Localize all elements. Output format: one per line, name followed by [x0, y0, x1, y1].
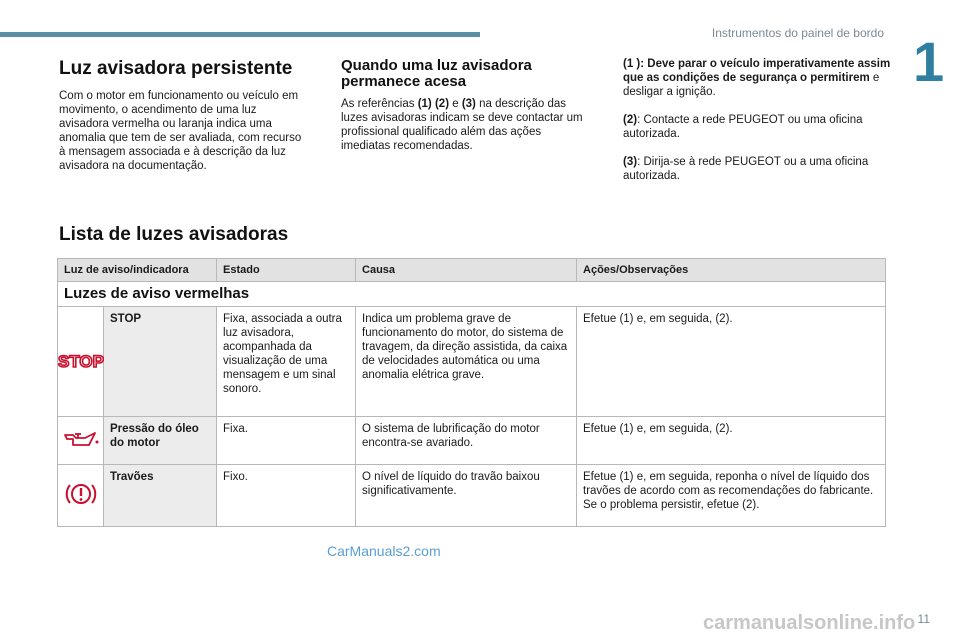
legend-item-3: [623, 155, 893, 183]
brake-warning-icon: [58, 465, 104, 527]
table-section-row: [58, 282, 886, 307]
light-state: Fixa, associada a outra luz avisadora, acompanhada da visualização de uma mensagem e um sinal sonoro.: [217, 307, 356, 417]
reference: (1): [417, 98, 432, 110]
warning-lights-table: [57, 258, 886, 527]
stop-icon-text: STOP: [58, 351, 104, 371]
section-heading: Luz avisadora persistente: [59, 58, 293, 79]
light-cause: O sistema de lubrificação do motor encontra-se avariado.: [356, 417, 577, 465]
reference-legend: [623, 57, 893, 197]
light-cause: Indica um problema grave de funcionamento do motor, do sistema de travagem, da direção assistida, da caixa de velocidades automática ou uma anomalia elétrica grave.: [356, 307, 577, 417]
watermark-text: carmanualsonline.info: [703, 612, 916, 634]
text: e desligar a ignição.: [623, 72, 880, 98]
section-body: [341, 97, 591, 153]
warning-list-title: Lista de luzes avisadoras: [59, 224, 289, 245]
reference: (1 ):: [623, 58, 648, 70]
stop-icon: [58, 307, 104, 417]
oil-can-icon: [58, 417, 104, 465]
text: : Dirija-se à rede PEUGEOT ou a uma oficina autorizada.: [623, 156, 869, 182]
light-cause: O nível de líquido do travão baixou significativamente.: [356, 465, 577, 527]
light-name: STOP: [104, 307, 217, 417]
legend-item-1: [623, 57, 893, 99]
light-state: Fixa.: [217, 417, 356, 465]
text: e: [449, 98, 462, 110]
light-name: Pressão do óleo do motor: [104, 417, 217, 465]
table-row: [58, 307, 886, 417]
page-number: 11: [917, 612, 930, 626]
table-row: [58, 417, 886, 465]
table-row: [58, 465, 886, 527]
light-action: Efetue (1) e, em seguida, reponha o nível de líquido dos travões de acordo com as recomendações do fabricante. Se o problema persistir, efetue (2).: [577, 465, 886, 527]
section-label: Luzes de aviso vermelhas: [58, 282, 886, 307]
reference: (3): [623, 156, 638, 168]
column-header: Ações/Observações: [577, 259, 886, 282]
table-header-row: [58, 259, 886, 282]
text: As referências: [341, 98, 418, 110]
column-header: Causa: [356, 259, 577, 282]
text: : Contacte a rede PEUGEOT ou uma oficina autorizada.: [623, 114, 863, 140]
header-accent-bar: [0, 32, 480, 37]
column-header: Luz de aviso/indicadora: [58, 259, 217, 282]
text: na descrição das luzes avisadoras indicam se deve contactar um profissional qualificado além das ações imediatas recomendadas.: [341, 98, 583, 152]
column-header: Estado: [217, 259, 356, 282]
persistent-warning-section: [59, 58, 309, 187]
emphasis: Deve parar o veículo imperativamente assim que as condições de segurança o permitirem: [623, 58, 891, 84]
light-action: Efetue (1) e, em seguida, (2).: [577, 307, 886, 417]
section-body: Com o motor em funcionamento ou veículo em movimento, o acendimento de uma luz avisadora vermelha ou laranja indica uma anomalia que tem de ser avaliada, com recurso à mensagem associada e à descrição da luz avisadora na documentação.: [59, 90, 302, 172]
chapter-number: 1: [913, 30, 945, 93]
light-stays-on-section: [341, 58, 591, 167]
light-name: Travões: [104, 465, 217, 527]
reference: (2): [434, 98, 450, 110]
light-state: Fixo.: [217, 465, 356, 527]
reference: (2): [623, 114, 638, 126]
section-title: Instrumentos do painel de bordo: [711, 26, 884, 40]
section-heading: Quando uma luz avisadora permanece acesa: [341, 57, 532, 90]
light-action: Efetue (1) e, em seguida, (2).: [577, 417, 886, 465]
reference: (3): [461, 98, 476, 110]
watermark-link[interactable]: CarManuals2.com: [327, 543, 441, 559]
legend-item-2: [623, 113, 893, 141]
